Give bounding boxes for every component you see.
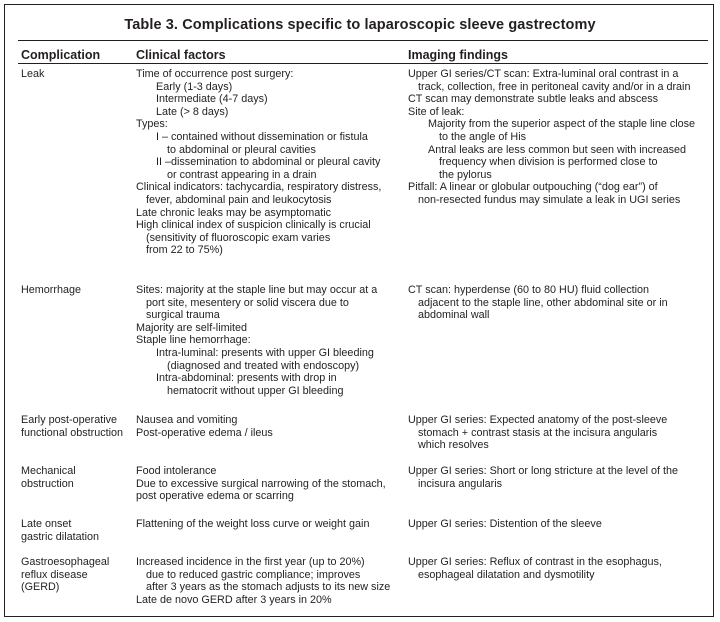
imaging-findings-cell: [408, 68, 713, 207]
cell-line: the pylorus: [439, 168, 492, 181]
header-rule: [18, 63, 708, 64]
cell-line: Intra-luminal: presents with upper GI bleeding: [156, 346, 374, 359]
cell-line: I – contained without dissemination or fistula: [156, 130, 368, 143]
header-complication: Complication: [21, 48, 101, 62]
cell-line: Late (> 8 days): [156, 105, 229, 118]
cell-line: Antral leaks are less common but seen with increased: [428, 143, 687, 156]
cell-line: post operative edema or scarring: [136, 490, 294, 503]
cell-line: Late de novo GERD after 3 years in 20%: [136, 593, 332, 606]
cell-line: Leak: [21, 68, 45, 80]
cell-line: High clinical index of suspicion clinically is crucial: [136, 219, 371, 232]
cell-line: Hemorrhage: [21, 284, 82, 296]
cell-line: Intermediate (4-7 days): [156, 93, 268, 106]
cell-line: which resolves: [418, 439, 489, 452]
clinical-factors-cell: [136, 414, 401, 439]
table-frame: [4, 4, 714, 617]
clinical-factors-cell: [136, 518, 401, 531]
cell-line: Upper GI series: Reflux of contrast in the esophagus,: [408, 556, 662, 568]
complication-cell: [21, 556, 131, 594]
clinical-factors-cell: [136, 68, 401, 257]
table-title: Table 3. Complications specific to laparoscopic sleeve gastrectomy: [124, 17, 596, 33]
cell-line: hematocrit without upper GI bleeding: [167, 384, 344, 397]
clinical-factors-cell: [136, 556, 401, 606]
cell-line: gastric dilatation: [21, 530, 100, 543]
cell-line: (diagnosed and treated with endoscopy): [167, 359, 360, 372]
imaging-findings-cell: [408, 284, 713, 322]
cell-line: Types:: [136, 118, 168, 131]
cell-line: abdominal wall: [418, 309, 490, 322]
cell-line: Site of leak:: [408, 105, 465, 118]
cell-line: Majority are self-limited: [136, 321, 247, 334]
cell-line: Time of occurrence post surgery:: [136, 68, 294, 80]
imaging-findings-cell: [408, 414, 713, 452]
cell-line: Upper GI series: Short or long stricture at the level of the: [408, 465, 679, 477]
cell-line: CT scan: hyperdense (60 to 80 HU) fluid collection: [408, 284, 650, 296]
cell-line: Sites: majority at the staple line but may occur at a: [136, 284, 378, 296]
cell-line: from 22 to 75%): [146, 244, 223, 257]
cell-line: stomach + contrast stasis at the incisura angularis: [418, 426, 658, 439]
cell-line: (GERD): [21, 581, 60, 594]
cell-line: Food intolerance: [136, 465, 217, 477]
cell-line: fever, abdominal pain and leukocytosis: [146, 193, 332, 206]
cell-line: obstruction: [21, 477, 74, 490]
imaging-findings-cell: [408, 556, 713, 581]
complication-cell: [21, 284, 131, 297]
cell-line: Nausea and vomiting: [136, 414, 238, 426]
title-rule: [18, 40, 708, 41]
cell-line: due to reduced gastric compliance; improves: [146, 568, 361, 581]
cell-line: to abdominal or pleural cavities: [167, 143, 316, 156]
cell-line: II –dissemination to abdominal or pleural cavity: [156, 156, 381, 169]
complication-cell: [21, 414, 131, 439]
cell-line: Early (1-3 days): [156, 80, 233, 93]
cell-line: esophageal dilatation and dysmotility: [418, 568, 595, 581]
cell-line: adjacent to the staple line, other abdominal site or in: [418, 296, 668, 309]
clinical-factors-cell: [136, 465, 401, 503]
cell-line: or contrast appearing in a drain: [167, 168, 317, 181]
cell-line: CT scan may demonstrate subtle leaks and abscess: [408, 93, 659, 106]
cell-line: frequency when division is performed close to: [439, 156, 658, 169]
cell-line: Late onset: [21, 518, 72, 530]
cell-line: Upper GI series: Expected anatomy of the post-sleeve: [408, 414, 668, 426]
cell-line: Flattening of the weight loss curve or weight gain: [136, 518, 370, 530]
cell-line: Majority from the superior aspect of the staple line close: [428, 118, 696, 131]
cell-line: Mechanical: [21, 465, 76, 477]
cell-line: surgical trauma: [146, 309, 220, 322]
clinical-factors-cell: [136, 284, 401, 397]
cell-line: non-resected fundus may simulate a leak in UGI series: [418, 193, 681, 206]
cell-line: functional obstruction: [21, 426, 124, 439]
cell-line: (sensitivity of fluoroscopic exam varies: [146, 231, 331, 244]
cell-line: Early post-operative: [21, 414, 118, 426]
complication-cell: [21, 518, 131, 543]
header-clinical-factors: Clinical factors: [136, 48, 226, 62]
imaging-findings-cell: [408, 518, 713, 531]
cell-line: reflux disease: [21, 568, 88, 581]
cell-line: Clinical indicators: tachycardia, respiratory distress,: [136, 181, 382, 194]
cell-line: Late chronic leaks may be asymptomatic: [136, 206, 332, 219]
cell-line: port site, mesentery or solid viscera due to: [146, 296, 349, 309]
cell-line: Intra-abdominal: presents with drop in: [156, 372, 337, 385]
cell-line: Upper GI series/CT scan: Extra-luminal oral contrast in a: [408, 68, 679, 80]
cell-line: incisura angularis: [418, 477, 503, 490]
complication-cell: [21, 68, 131, 81]
cell-line: Increased incidence in the first year (up to 20%): [136, 556, 365, 568]
cell-line: Upper GI series: Distention of the sleeve: [408, 518, 602, 530]
cell-line: Pitfall: A linear or globular outpouching (“dog ear”) of: [408, 181, 658, 194]
cell-line: Post-operative edema / ileus: [136, 426, 273, 439]
cell-line: to the angle of His: [439, 130, 527, 143]
cell-line: Staple line hemorrhage:: [136, 334, 251, 347]
complication-cell: [21, 465, 131, 490]
cell-line: track, collection, free in peritoneal cavity and/or in a drain: [418, 80, 691, 93]
imaging-findings-cell: [408, 465, 713, 490]
header-imaging-findings: Imaging findings: [408, 48, 508, 62]
cell-line: Gastroesophageal: [21, 556, 110, 568]
cell-line: Due to excessive surgical narrowing of the stomach,: [136, 477, 386, 490]
cell-line: after 3 years as the stomach adjusts to its new size: [146, 581, 391, 594]
